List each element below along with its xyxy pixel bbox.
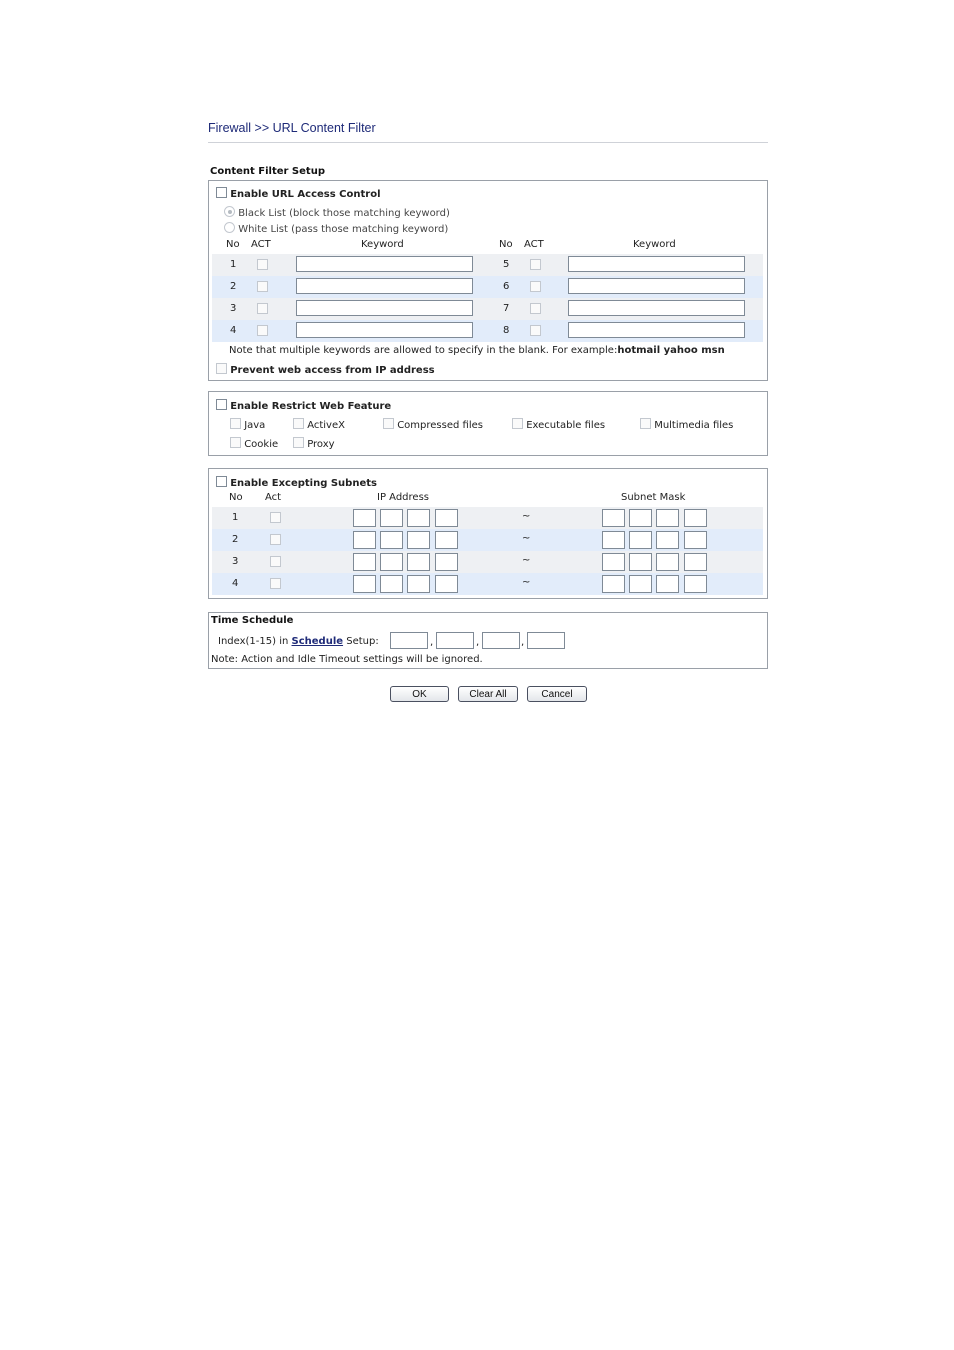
schedule-note: Note: Action and Idle Timeout settings will be ignored. [211, 654, 483, 665]
subnet-col-ip: IP Address [377, 492, 429, 503]
java-label: Java [244, 420, 266, 431]
activex-checkbox[interactable] [293, 418, 304, 429]
schedule-comma: , [476, 637, 480, 648]
keyword-input-5[interactable] [568, 256, 745, 272]
mask-octet-input[interactable] [684, 531, 707, 549]
subnet-row-no: 2 [232, 534, 239, 545]
cookie-option[interactable] [230, 437, 278, 450]
schedule-index-prefix: Index(1-15) in [218, 636, 289, 647]
mask-octet-input[interactable] [684, 575, 707, 593]
keyword-row-no: 8 [503, 325, 510, 336]
compressed-files-checkbox[interactable] [383, 418, 394, 429]
ip-octet-input[interactable] [380, 509, 403, 527]
mask-octet-input[interactable] [629, 509, 652, 527]
mask-octet-input[interactable] [602, 575, 625, 593]
enable-excepting-subnets-label: Enable Excepting Subnets [230, 478, 377, 489]
mask-octet-input[interactable] [629, 531, 652, 549]
cancel-button[interactable]: Cancel [527, 686, 587, 702]
col-act-left: ACT [251, 239, 271, 250]
black-list-label: Black List (block those matching keyword) [238, 208, 450, 219]
range-separator: ~ [522, 533, 531, 544]
subnet-row [212, 551, 763, 573]
ip-octet-input[interactable] [435, 553, 458, 571]
mask-octet-input[interactable] [656, 575, 679, 593]
ip-octet-input[interactable] [353, 575, 376, 593]
mask-octet-input[interactable] [602, 531, 625, 549]
ip-octet-input[interactable] [353, 553, 376, 571]
keyword-input-7[interactable] [568, 300, 745, 316]
subnet-row-no: 1 [232, 512, 239, 523]
enable-restrict-web[interactable] [216, 399, 391, 412]
mask-octet-input[interactable] [684, 553, 707, 571]
activex-label: ActiveX [307, 420, 345, 431]
mask-octet-input[interactable] [629, 575, 652, 593]
mask-octet-input[interactable] [629, 553, 652, 571]
schedule-link[interactable]: Schedule [291, 636, 344, 647]
cookie-checkbox[interactable] [230, 437, 241, 448]
subnet-col-no: No [229, 492, 243, 503]
keyword-input-1[interactable] [296, 256, 473, 272]
multimedia-files-checkbox[interactable] [640, 418, 651, 429]
schedule-comma: , [521, 637, 525, 648]
time-schedule-title: Time Schedule [211, 615, 294, 626]
enable-url-access-checkbox[interactable] [216, 187, 227, 198]
prevent-ip-access[interactable] [216, 363, 435, 376]
ip-octet-input[interactable] [407, 575, 430, 593]
schedule-index-input-1[interactable] [390, 632, 428, 649]
java-checkbox[interactable] [230, 418, 241, 429]
keyword-row-no: 4 [230, 325, 237, 336]
enable-excepting-subnets[interactable] [216, 476, 377, 489]
enable-url-access-label: Enable URL Access Control [230, 189, 381, 200]
subnet-col-mask: Subnet Mask [621, 492, 686, 503]
multimedia-files-option[interactable] [640, 418, 733, 431]
col-no-left: No [226, 239, 240, 250]
mask-octet-input[interactable] [656, 553, 679, 571]
keyword-input-2[interactable] [296, 278, 473, 294]
keyword-input-3[interactable] [296, 300, 473, 316]
keyword-row-no: 2 [230, 281, 237, 292]
schedule-index-input-4[interactable] [527, 632, 565, 649]
white-list-label: White List (pass those matching keyword) [238, 224, 449, 235]
subnet-act-checkbox[interactable] [270, 512, 281, 523]
ip-octet-input[interactable] [380, 531, 403, 549]
prevent-ip-checkbox[interactable] [216, 363, 227, 374]
prevent-ip-label: Prevent web access from IP address [230, 365, 435, 376]
black-list-radio[interactable] [224, 206, 235, 217]
keyword-act-checkbox[interactable] [257, 259, 268, 270]
keyword-act-checkbox[interactable] [530, 325, 541, 336]
proxy-option[interactable] [293, 437, 335, 450]
enable-restrict-web-checkbox[interactable] [216, 399, 227, 410]
enable-url-access-control[interactable] [216, 187, 381, 200]
mask-octet-input[interactable] [602, 509, 625, 527]
title-divider [208, 142, 768, 143]
ip-octet-input[interactable] [353, 509, 376, 527]
keyword-act-checkbox[interactable] [257, 281, 268, 292]
executable-files-option[interactable] [512, 418, 605, 431]
keyword-row-no: 5 [503, 259, 510, 270]
subnet-row-no: 4 [232, 578, 239, 589]
ip-octet-input[interactable] [380, 575, 403, 593]
subnet-col-act: Act [265, 492, 282, 503]
white-list-radio[interactable] [224, 222, 235, 233]
proxy-label: Proxy [307, 439, 335, 450]
executable-files-label: Executable files [526, 420, 606, 431]
schedule-index-input-3[interactable] [482, 632, 520, 649]
col-keyword-left: Keyword [361, 239, 404, 250]
cookie-label: Cookie [244, 439, 279, 450]
ip-octet-input[interactable] [407, 553, 430, 571]
keyword-input-6[interactable] [568, 278, 745, 294]
keyword-note-text: Note that multiple keywords are allowed to specify in the blank. For example: [229, 345, 618, 356]
mask-octet-input[interactable] [656, 531, 679, 549]
col-keyword-right: Keyword [633, 239, 676, 250]
java-option[interactable] [230, 418, 265, 431]
range-separator: ~ [522, 555, 531, 566]
keyword-act-checkbox[interactable] [530, 281, 541, 292]
range-separator: ~ [522, 577, 531, 588]
col-no-right: No [499, 239, 513, 250]
mask-octet-input[interactable] [656, 509, 679, 527]
enable-restrict-web-label: Enable Restrict Web Feature [230, 401, 392, 412]
subnet-act-checkbox[interactable] [270, 556, 281, 567]
content-filter-section-title: Content Filter Setup [210, 166, 325, 177]
ip-octet-input[interactable] [407, 531, 430, 549]
keyword-act-checkbox[interactable] [530, 303, 541, 314]
subnet-row [212, 507, 763, 529]
subnet-act-checkbox[interactable] [270, 534, 281, 545]
subnet-row [212, 529, 763, 551]
proxy-checkbox[interactable] [293, 437, 304, 448]
ip-octet-input[interactable] [435, 531, 458, 549]
clear-all-button[interactable]: Clear All [458, 686, 518, 702]
keyword-act-checkbox[interactable] [257, 303, 268, 314]
multimedia-files-label: Multimedia files [654, 420, 734, 431]
ip-octet-input[interactable] [380, 553, 403, 571]
compressed-files-label: Compressed files [397, 420, 483, 431]
subnet-row-no: 3 [232, 556, 239, 567]
mask-octet-input[interactable] [602, 553, 625, 571]
range-separator: ~ [522, 511, 531, 522]
subnet-row [212, 573, 763, 595]
keyword-note-example: hotmail yahoo msn [617, 345, 725, 356]
schedule-setup-suffix: Setup: [346, 636, 379, 647]
ip-octet-input[interactable] [435, 509, 458, 527]
schedule-comma: , [430, 637, 434, 648]
enable-excepting-subnets-checkbox[interactable] [216, 476, 227, 487]
black-list-option[interactable] [224, 206, 450, 219]
keyword-row-no: 1 [230, 259, 237, 270]
schedule-index-input-2[interactable] [436, 632, 474, 649]
white-list-option[interactable] [224, 222, 448, 235]
ip-octet-input[interactable] [435, 575, 458, 593]
activex-option[interactable] [293, 418, 345, 431]
keyword-row-no: 6 [503, 281, 510, 292]
schedule-index-label [218, 636, 379, 647]
ok-button[interactable]: OK [390, 686, 449, 702]
keyword-input-8[interactable] [568, 322, 745, 338]
keyword-row-no: 3 [230, 303, 237, 314]
page-title: Firewall >> URL Content Filter [208, 121, 376, 135]
ip-octet-input[interactable] [353, 531, 376, 549]
keyword-act-checkbox[interactable] [257, 325, 268, 336]
compressed-files-option[interactable] [383, 418, 483, 431]
col-act-right: ACT [524, 239, 544, 250]
subnet-act-checkbox[interactable] [270, 578, 281, 589]
keyword-note [229, 345, 725, 356]
executable-files-checkbox[interactable] [512, 418, 523, 429]
mask-octet-input[interactable] [684, 509, 707, 527]
keyword-act-checkbox[interactable] [530, 259, 541, 270]
keyword-input-4[interactable] [296, 322, 473, 338]
ip-octet-input[interactable] [407, 509, 430, 527]
keyword-row-no: 7 [503, 303, 510, 314]
